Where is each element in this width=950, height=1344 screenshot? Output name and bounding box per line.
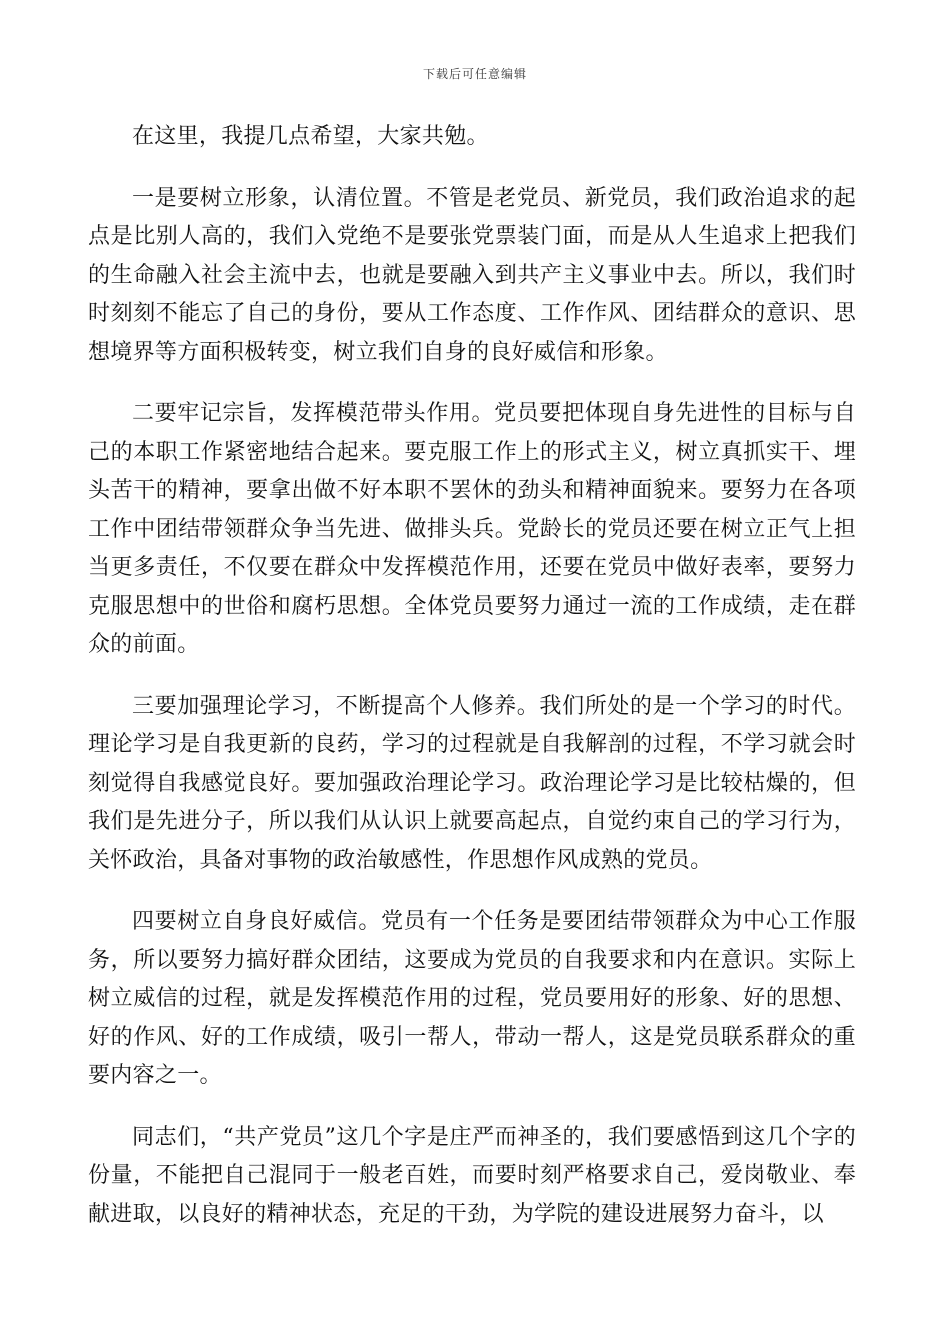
paragraph-point-2: 二要牢记宗旨，发挥模范带头作用。党员要把体现自身先进性的目标与自己的本职工作紧密地结合起来。要克服工作上的形式主义，树立真抓实干、埋头苦干的精神，要拿出做不好本职不罢休的劲头和精神面貌来。要努力在各项工作中团结带领群众争当先进、做排头兵。党龄长的党员还要在树立正气上担当更多责任，不仅要在群众中发挥模范作用，还要在党员中做好表率，要努力克服思想中的世俗和腐朽思想。全体党员要努力通过一流的工作成绩，走在群众的前面。 [88, 401, 856, 657]
document-body [88, 118, 856, 1257]
paragraph-closing: 同志们，“共产党员”这几个字是庄严而神圣的，我们要感悟到这几个字的份量，不能把自己混同于一般老百姓，而要时刻严格要求自己，爱岗敬业、奉献进取，以良好的精神状态，充足的干劲，为学院的建设进展努力奋斗，以 [88, 1124, 856, 1227]
paragraph-intro: 在这里，我提几点希望，大家共勉。 [132, 124, 489, 149]
paragraph-point-3: 三要加强理论学习，不断提高个人修养。我们所处的是一个学习的时代。理论学习是自我更新的良药，学习的过程就是自我解剖的过程，不学习就会时刻觉得自我感觉良好。要加强政治理论学习。政治理论学习是比较枯燥的，但我们是先进分子，所以我们从认识上就要高起点，自觉约束自己的学习行为，关怀政治，具备对事物的政治敏感性，作思想作风成熟的党员。 [88, 693, 856, 873]
paragraph-point-1: 一是要树立形象，认清位置。不管是老党员、新党员，我们政治追求的起点是比别人高的，我们入党绝不是要张党票装门面，而是从人生追求上把我们的生命融入社会主流中去，也就是要融入到共产主义事业中去。所以，我们时时刻刻不能忘了自己的身份，要从工作态度、工作作风、团结群众的意识、思想境界等方面积极转变，树立我们自身的良好威信和形象。 [88, 185, 856, 365]
page-header: 下载后可任意编辑 [422, 67, 527, 81]
paragraph-point-4: 四要树立自身良好威信。党员有一个任务是要团结带领群众为中心工作服务，所以要努力搞好群众团结，这要成为党员的自我要求和内在意识。实际上树立威信的过程，就是发挥模范作用的过程，党员要用好的形象、好的思想、好的作风、好的工作成绩，吸引一帮人，带动一帮人，这是党员联系群众的重要内容之一。 [88, 909, 856, 1088]
